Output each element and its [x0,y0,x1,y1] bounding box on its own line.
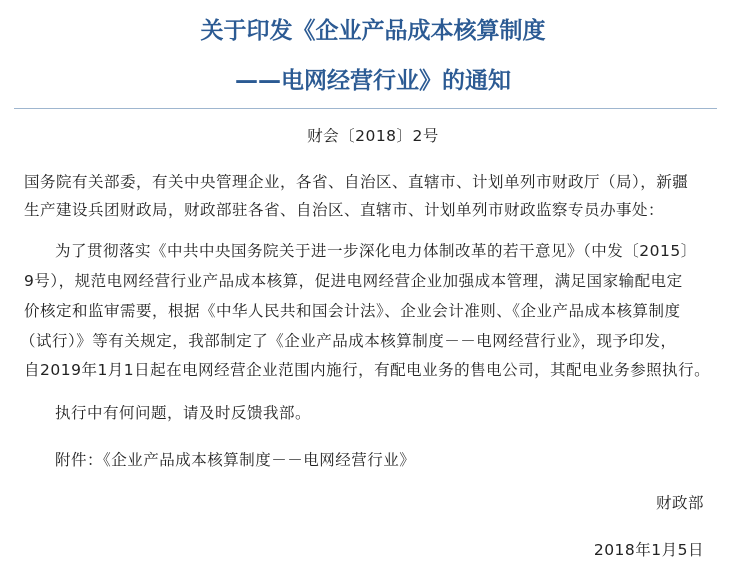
doc-number: 财会〔2018〕2号 [307,127,439,145]
body-line: 价核定和监审需要，根据《中华人民共和国会计法》、企业会计准则、《企业产品成本核算制度 [24,302,681,320]
date: 2018年1月5日 [593,541,704,559]
signature: 财政部 [655,494,704,512]
title-line-2: ——电网经营行业》的通知 [235,68,511,94]
body-line: 自2019年1月1日起在电网经营企业范围内施行，有配电业务的售电公司，其配电业务参照执行。 [24,361,711,379]
body-line: 为了贯彻落实《中共中央国务院关于进一步深化电力体制改革的若干意见》（中发〔2015〕 [55,242,697,260]
body-line: （试行）》等有关规定，我部制定了《企业产品成本核算制度－－电网经营行业》，现予印发， [20,332,677,350]
divider [14,108,717,109]
addressee-line: 国务院有关部委，有关中央管理企业，各省、自治区、直辖市、计划单列市财政厅（局），新疆 [24,173,689,191]
attachment-text: 附件：《企业产品成本核算制度－－电网经营行业》 [55,451,416,469]
addressee-line: 生产建设兵团财政局，财政部驻各省、自治区、直辖市、计划单列市财政监察专员办事处： [24,201,665,219]
feedback-text: 执行中有何问题，请及时反馈我部。 [55,404,312,422]
body-line: 9号），规范电网经营行业产品成本核算，促进电网经营企业加强成本管理，满足国家输配电定 [24,272,683,290]
title-line-1: 关于印发《企业产品成本核算制度 [200,18,546,44]
